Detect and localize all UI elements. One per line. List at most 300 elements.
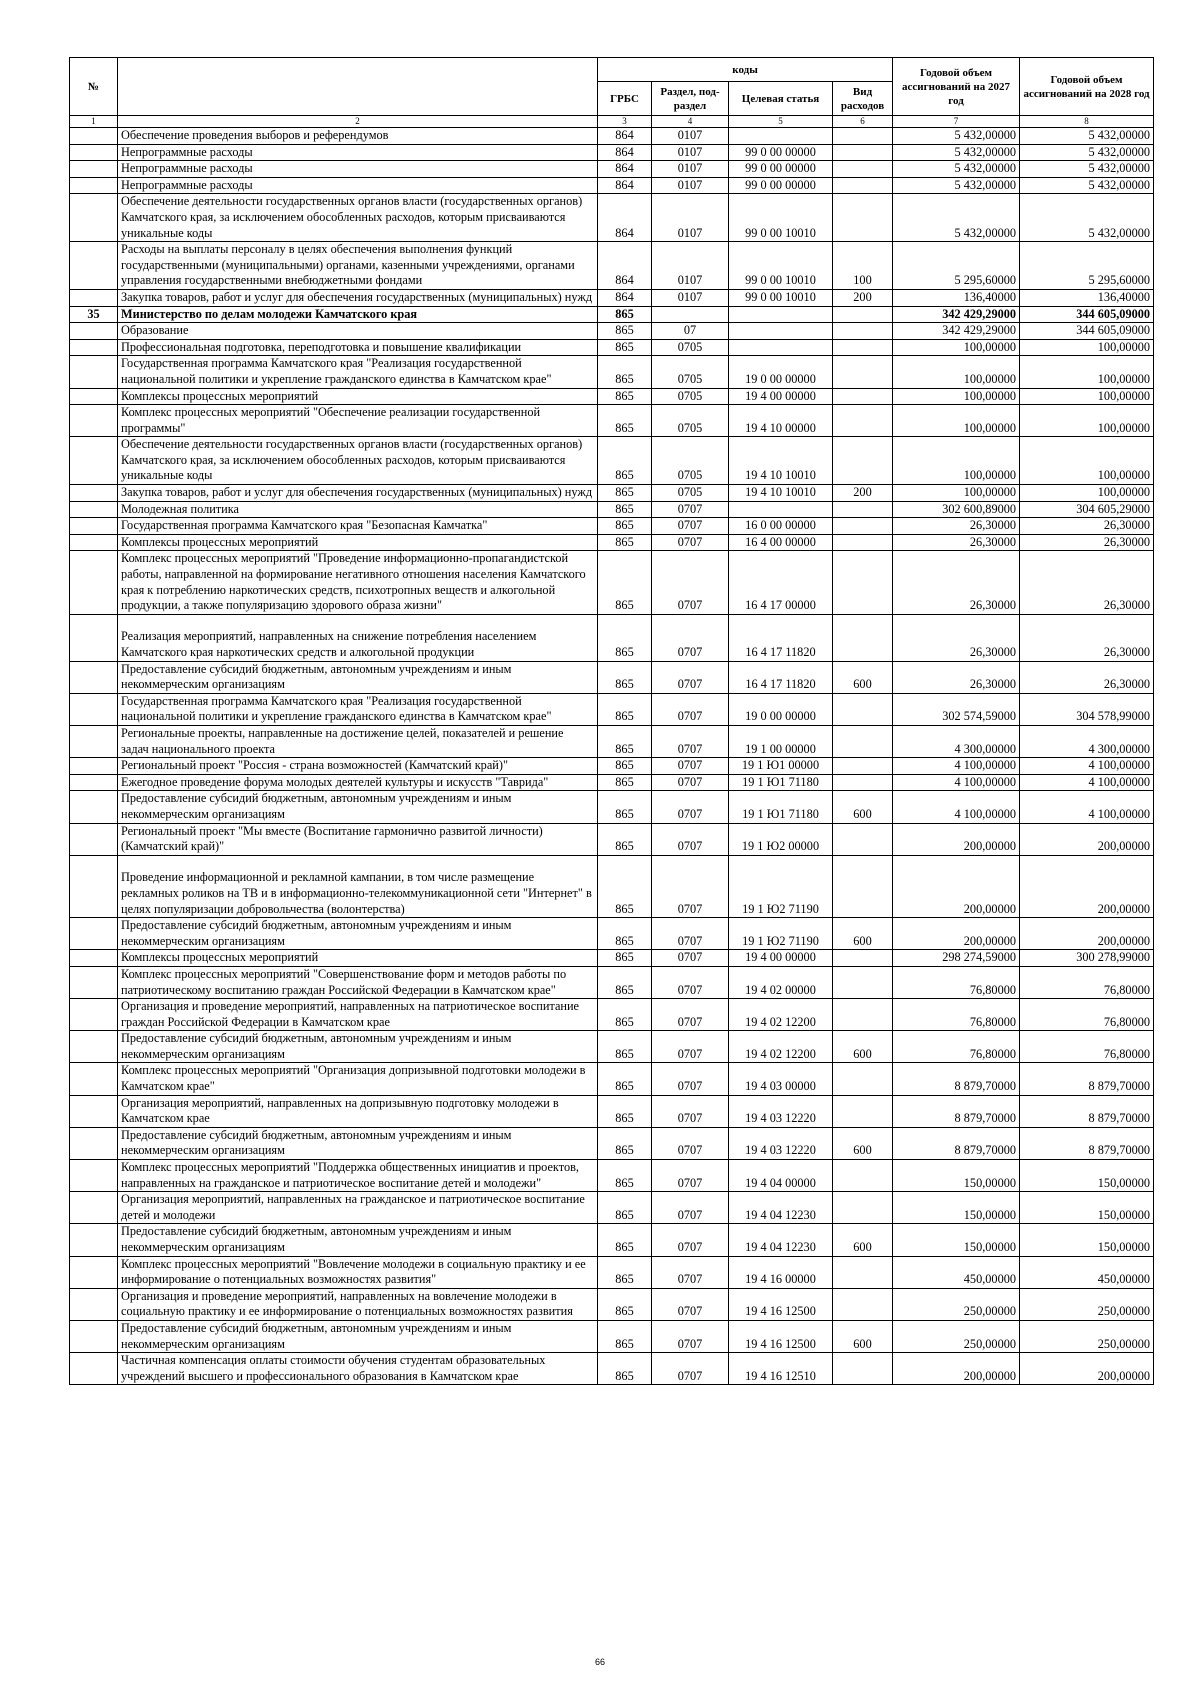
- row-razdel: 0707: [652, 918, 729, 950]
- row-grbs: 864: [598, 144, 652, 161]
- row-number: [70, 791, 118, 823]
- row-number: [70, 144, 118, 161]
- row-name: Региональный проект "Мы вместе (Воспитание гармонично развитой личности) (Камчатский край)": [118, 823, 598, 855]
- row-amount-2027: 26,30000: [893, 551, 1020, 614]
- row-celevaya: 19 1 Ю1 71180: [729, 791, 833, 823]
- row-name: Обеспечение деятельности государственных органов власти (государственных органов) Камчатского края, за исключением обособленных расходов, которым присваиваются уникальные коды: [118, 194, 598, 242]
- row-razdel: 0707: [652, 614, 729, 661]
- row-vid: 600: [833, 1320, 893, 1352]
- row-vid: [833, 437, 893, 485]
- row-celevaya: [729, 501, 833, 518]
- row-number: [70, 966, 118, 998]
- row-grbs: 865: [598, 614, 652, 661]
- row-number: [70, 485, 118, 502]
- header-year-2027: Годовой объем ассигнований на 2027 год: [893, 58, 1020, 116]
- row-razdel: 0707: [652, 501, 729, 518]
- table-row: [70, 999, 1154, 1031]
- table-row: [70, 339, 1154, 356]
- colnum-5: 5: [729, 116, 833, 128]
- table-row: [70, 918, 1154, 950]
- table-row: [70, 661, 1154, 693]
- row-grbs: 865: [598, 1256, 652, 1288]
- row-vid: [833, 356, 893, 388]
- row-amount-2028: 26,30000: [1020, 534, 1154, 551]
- row-amount-2027: 8 879,70000: [893, 1127, 1020, 1159]
- row-amount-2027: 76,80000: [893, 999, 1020, 1031]
- row-razdel: 0705: [652, 356, 729, 388]
- row-vid: 200: [833, 289, 893, 306]
- row-number: [70, 551, 118, 614]
- row-razdel: 0707: [652, 1288, 729, 1320]
- row-vid: [833, 725, 893, 757]
- row-celevaya: 16 4 00 00000: [729, 534, 833, 551]
- table-row: [70, 1192, 1154, 1224]
- colnum-1: 1: [70, 116, 118, 128]
- row-amount-2027: 100,00000: [893, 356, 1020, 388]
- row-vid: [833, 405, 893, 437]
- row-razdel: 0707: [652, 966, 729, 998]
- row-grbs: 865: [598, 950, 652, 967]
- row-amount-2028: 76,80000: [1020, 966, 1154, 998]
- row-number: [70, 289, 118, 306]
- row-amount-2027: 26,30000: [893, 518, 1020, 535]
- row-number: [70, 1353, 118, 1385]
- row-number: [70, 128, 118, 145]
- row-number: [70, 501, 118, 518]
- row-celevaya: 16 4 17 00000: [729, 551, 833, 614]
- row-amount-2027: 200,00000: [893, 855, 1020, 917]
- row-amount-2027: 342 429,29000: [893, 306, 1020, 323]
- row-amount-2028: 304 578,99000: [1020, 693, 1154, 725]
- row-amount-2028: 76,80000: [1020, 999, 1154, 1031]
- row-razdel: [652, 306, 729, 323]
- table-row: [70, 194, 1154, 242]
- row-name: Комплекс процессных мероприятий "Поддержка общественных инициатив и проектов, направленных на гражданское и патриотическое воспитание детей и молодежи": [118, 1160, 598, 1192]
- row-amount-2028: 26,30000: [1020, 614, 1154, 661]
- row-number: [70, 1127, 118, 1159]
- row-grbs: 865: [598, 518, 652, 535]
- row-amount-2027: 250,00000: [893, 1320, 1020, 1352]
- row-amount-2027: 100,00000: [893, 485, 1020, 502]
- row-number: [70, 339, 118, 356]
- table-row: [70, 1256, 1154, 1288]
- row-razdel: 0707: [652, 999, 729, 1031]
- row-amount-2028: 4 300,00000: [1020, 725, 1154, 757]
- row-name: Комплексы процессных мероприятий: [118, 388, 598, 405]
- row-razdel: 0707: [652, 534, 729, 551]
- row-celevaya: 19 1 Ю2 00000: [729, 823, 833, 855]
- row-razdel: 0707: [652, 1127, 729, 1159]
- row-celevaya: 16 4 17 11820: [729, 661, 833, 693]
- budget-table: [69, 57, 1154, 1385]
- colnum-7: 7: [893, 116, 1020, 128]
- row-name: Комплексы процессных мероприятий: [118, 950, 598, 967]
- row-name: Предоставление субсидий бюджетным, автономным учреждениям и иным некоммерческим организациям: [118, 1127, 598, 1159]
- row-razdel: 0107: [652, 242, 729, 290]
- row-vid: 100: [833, 242, 893, 290]
- row-celevaya: 16 4 17 11820: [729, 614, 833, 661]
- table-row: [70, 177, 1154, 194]
- row-vid: [833, 144, 893, 161]
- row-celevaya: 19 1 Ю2 71190: [729, 918, 833, 950]
- row-amount-2027: 302 574,59000: [893, 693, 1020, 725]
- row-amount-2027: 5 432,00000: [893, 144, 1020, 161]
- row-celevaya: 19 4 03 12220: [729, 1127, 833, 1159]
- row-celevaya: 19 4 16 00000: [729, 1256, 833, 1288]
- row-amount-2027: 4 100,00000: [893, 774, 1020, 791]
- row-vid: [833, 1353, 893, 1385]
- row-amount-2028: 76,80000: [1020, 1031, 1154, 1063]
- row-name: Государственная программа Камчатского края "Безопасная Камчатка": [118, 518, 598, 535]
- table-row: [70, 485, 1154, 502]
- row-name: Предоставление субсидий бюджетным, автономным учреждениям и иным некоммерческим организациям: [118, 1320, 598, 1352]
- row-razdel: 0707: [652, 1160, 729, 1192]
- row-number: [70, 999, 118, 1031]
- row-amount-2027: 4 100,00000: [893, 791, 1020, 823]
- row-amount-2028: 100,00000: [1020, 485, 1154, 502]
- row-vid: [833, 1192, 893, 1224]
- row-grbs: 865: [598, 1288, 652, 1320]
- row-amount-2028: 8 879,70000: [1020, 1095, 1154, 1127]
- row-number: [70, 323, 118, 340]
- row-amount-2028: 26,30000: [1020, 661, 1154, 693]
- row-number: [70, 823, 118, 855]
- row-razdel: 0107: [652, 289, 729, 306]
- row-razdel: 0707: [652, 551, 729, 614]
- row-amount-2028: 5 432,00000: [1020, 128, 1154, 145]
- row-vid: [833, 534, 893, 551]
- table-row: [70, 144, 1154, 161]
- colnum-8: 8: [1020, 116, 1154, 128]
- row-vid: [833, 614, 893, 661]
- table-row: [70, 966, 1154, 998]
- table-row: [70, 614, 1154, 661]
- row-name: Государственная программа Камчатского края "Реализация государственной национальной политики и укрепление гражданского единства в Камчатском крае": [118, 693, 598, 725]
- row-grbs: 865: [598, 855, 652, 917]
- row-celevaya: 19 4 03 12220: [729, 1095, 833, 1127]
- row-grbs: 865: [598, 437, 652, 485]
- row-celevaya: [729, 306, 833, 323]
- row-amount-2027: 100,00000: [893, 339, 1020, 356]
- colnum-2: 2: [118, 116, 598, 128]
- column-numbers-row: [70, 116, 1154, 128]
- row-amount-2028: 150,00000: [1020, 1160, 1154, 1192]
- row-grbs: 864: [598, 128, 652, 145]
- row-name: Непрограммные расходы: [118, 161, 598, 178]
- row-vid: [833, 823, 893, 855]
- row-amount-2027: 8 879,70000: [893, 1095, 1020, 1127]
- row-grbs: 865: [598, 1320, 652, 1352]
- row-vid: [833, 758, 893, 775]
- row-razdel: 0707: [652, 725, 729, 757]
- row-number: [70, 534, 118, 551]
- table-row: [70, 1288, 1154, 1320]
- row-razdel: 0707: [652, 823, 729, 855]
- row-amount-2027: 5 295,60000: [893, 242, 1020, 290]
- row-celevaya: 19 4 02 00000: [729, 966, 833, 998]
- table-row: [70, 356, 1154, 388]
- row-vid: [833, 128, 893, 145]
- row-number: [70, 1192, 118, 1224]
- row-razdel: 0707: [652, 950, 729, 967]
- row-razdel: 0107: [652, 177, 729, 194]
- row-grbs: 864: [598, 161, 652, 178]
- row-amount-2027: 100,00000: [893, 388, 1020, 405]
- row-razdel: 0707: [652, 791, 729, 823]
- row-razdel: 0707: [652, 1031, 729, 1063]
- row-celevaya: 19 0 00 00000: [729, 356, 833, 388]
- row-amount-2028: 8 879,70000: [1020, 1063, 1154, 1095]
- row-number: 35: [70, 306, 118, 323]
- row-razdel: 0707: [652, 1095, 729, 1127]
- row-grbs: 865: [598, 1095, 652, 1127]
- row-name: Организация мероприятий, направленных на допризывную подготовку молодежи в Камчатском крае: [118, 1095, 598, 1127]
- row-name: Государственная программа Камчатского края "Реализация государственной национальной политики и укрепление гражданского единства в Камчатском крае": [118, 356, 598, 388]
- row-razdel: 0107: [652, 144, 729, 161]
- row-amount-2027: 302 600,89000: [893, 501, 1020, 518]
- row-vid: [833, 1063, 893, 1095]
- row-vid: 200: [833, 485, 893, 502]
- table-row: [70, 534, 1154, 551]
- row-number: [70, 1224, 118, 1256]
- row-celevaya: 19 4 04 12230: [729, 1192, 833, 1224]
- row-name: Непрограммные расходы: [118, 144, 598, 161]
- row-name: Предоставление субсидий бюджетным, автономным учреждениям и иным некоммерческим организациям: [118, 1031, 598, 1063]
- row-celevaya: 99 0 00 10010: [729, 194, 833, 242]
- row-name: Закупка товаров, работ и услуг для обеспечения государственных (муниципальных) нужд: [118, 485, 598, 502]
- row-amount-2028: 344 605,09000: [1020, 323, 1154, 340]
- row-name: Министерство по делам молодежи Камчатского края: [118, 306, 598, 323]
- row-amount-2027: 450,00000: [893, 1256, 1020, 1288]
- row-razdel: 0107: [652, 194, 729, 242]
- budget-table-sheet: [69, 57, 1153, 1385]
- row-razdel: 0707: [652, 1192, 729, 1224]
- row-name: Предоставление субсидий бюджетным, автономным учреждениям и иным некоммерческим организациям: [118, 661, 598, 693]
- row-number: [70, 242, 118, 290]
- table-row: [70, 518, 1154, 535]
- row-celevaya: 19 4 02 12200: [729, 999, 833, 1031]
- row-grbs: 864: [598, 194, 652, 242]
- table-row: [70, 693, 1154, 725]
- row-vid: 600: [833, 661, 893, 693]
- row-name: Комплекс процессных мероприятий "Проведение информационно-пропагандистской работы, направленной на формирование негативного отношения населения Камчатского края к потреблению наркотических средств, психотропных веществ и алкогольной продукции, а также популяризацию здорового образа жизни": [118, 551, 598, 614]
- row-amount-2028: 200,00000: [1020, 918, 1154, 950]
- row-grbs: 864: [598, 177, 652, 194]
- row-number: [70, 725, 118, 757]
- row-vid: 600: [833, 1224, 893, 1256]
- table-row: [70, 405, 1154, 437]
- row-amount-2027: 5 432,00000: [893, 194, 1020, 242]
- table-row: [70, 1160, 1154, 1192]
- row-amount-2028: 5 432,00000: [1020, 177, 1154, 194]
- row-amount-2027: 342 429,29000: [893, 323, 1020, 340]
- row-amount-2028: 8 879,70000: [1020, 1127, 1154, 1159]
- row-amount-2028: 4 100,00000: [1020, 774, 1154, 791]
- row-number: [70, 693, 118, 725]
- row-number: [70, 356, 118, 388]
- table-row: [70, 161, 1154, 178]
- row-amount-2028: 136,40000: [1020, 289, 1154, 306]
- row-amount-2027: 200,00000: [893, 918, 1020, 950]
- row-razdel: 0707: [652, 1224, 729, 1256]
- row-grbs: 865: [598, 1127, 652, 1159]
- row-name: Расходы на выплаты персоналу в целях обеспечения выполнения функций государственными (муниципальными) органами, казенными учреждениями, органами управления государственными внебюджетными фондами: [118, 242, 598, 290]
- row-amount-2028: 5 295,60000: [1020, 242, 1154, 290]
- row-amount-2027: 136,40000: [893, 289, 1020, 306]
- row-amount-2027: 8 879,70000: [893, 1063, 1020, 1095]
- row-razdel: 0705: [652, 339, 729, 356]
- row-name: Организация и проведение мероприятий, направленных на вовлечение молодежи в социальную практику и ее информирование о потенциальных возможностях развития: [118, 1288, 598, 1320]
- row-razdel: 0107: [652, 128, 729, 145]
- row-name: Закупка товаров, работ и услуг для обеспечения государственных (муниципальных) нужд: [118, 289, 598, 306]
- row-number: [70, 1160, 118, 1192]
- row-amount-2028: 200,00000: [1020, 823, 1154, 855]
- row-grbs: 865: [598, 918, 652, 950]
- row-grbs: 865: [598, 356, 652, 388]
- row-amount-2027: 26,30000: [893, 614, 1020, 661]
- row-number: [70, 194, 118, 242]
- row-amount-2028: 200,00000: [1020, 855, 1154, 917]
- row-number: [70, 774, 118, 791]
- row-number: [70, 614, 118, 661]
- row-grbs: 864: [598, 242, 652, 290]
- row-amount-2028: 26,30000: [1020, 518, 1154, 535]
- row-number: [70, 1288, 118, 1320]
- row-razdel: 0705: [652, 485, 729, 502]
- row-razdel: 0705: [652, 388, 729, 405]
- row-vid: [833, 1095, 893, 1127]
- row-grbs: 865: [598, 323, 652, 340]
- row-razdel: 0707: [652, 693, 729, 725]
- row-celevaya: 19 1 Ю1 00000: [729, 758, 833, 775]
- table-row: [70, 388, 1154, 405]
- row-celevaya: 19 4 02 12200: [729, 1031, 833, 1063]
- row-grbs: 865: [598, 405, 652, 437]
- row-celevaya: 19 4 00 00000: [729, 388, 833, 405]
- row-celevaya: 19 4 10 00000: [729, 405, 833, 437]
- row-grbs: 865: [598, 1063, 652, 1095]
- row-number: [70, 918, 118, 950]
- row-amount-2027: 100,00000: [893, 437, 1020, 485]
- row-vid: [833, 1288, 893, 1320]
- row-amount-2027: 4 100,00000: [893, 758, 1020, 775]
- row-number: [70, 950, 118, 967]
- colnum-4: 4: [652, 116, 729, 128]
- row-name: Ежегодное проведение форума молодых деятелей культуры и искусств "Таврида": [118, 774, 598, 791]
- header-num: №: [70, 58, 118, 116]
- row-amount-2028: 100,00000: [1020, 437, 1154, 485]
- row-grbs: 865: [598, 966, 652, 998]
- row-vid: [833, 194, 893, 242]
- row-celevaya: 19 1 Ю1 71180: [729, 774, 833, 791]
- row-vid: [833, 1160, 893, 1192]
- row-grbs: 865: [598, 693, 652, 725]
- row-amount-2028: 304 605,29000: [1020, 501, 1154, 518]
- header-grbs: ГРБС: [598, 82, 652, 116]
- row-name: Предоставление субсидий бюджетным, автономным учреждениям и иным некоммерческим организациям: [118, 918, 598, 950]
- row-celevaya: 19 4 03 00000: [729, 1063, 833, 1095]
- row-number: [70, 758, 118, 775]
- row-amount-2028: 150,00000: [1020, 1224, 1154, 1256]
- table-row: [70, 437, 1154, 485]
- row-celevaya: 19 4 10 10010: [729, 437, 833, 485]
- row-grbs: 865: [598, 1192, 652, 1224]
- row-amount-2027: 150,00000: [893, 1160, 1020, 1192]
- row-number: [70, 161, 118, 178]
- row-amount-2028: 450,00000: [1020, 1256, 1154, 1288]
- row-grbs: 865: [598, 1353, 652, 1385]
- row-amount-2028: 4 100,00000: [1020, 758, 1154, 775]
- page-number: 66: [594, 1657, 605, 1667]
- row-celevaya: 99 0 00 00000: [729, 177, 833, 194]
- row-name: Предоставление субсидий бюджетным, автономным учреждениям и иным некоммерческим организациям: [118, 791, 598, 823]
- row-amount-2027: 4 300,00000: [893, 725, 1020, 757]
- row-celevaya: 16 0 00 00000: [729, 518, 833, 535]
- row-name: Предоставление субсидий бюджетным, автономным учреждениям и иным некоммерческим организациям: [118, 1224, 598, 1256]
- row-name: Реализация мероприятий, направленных на снижение потребления населением Камчатского края наркотических средств и алкогольной продукции: [118, 614, 598, 661]
- row-celevaya: 19 0 00 00000: [729, 693, 833, 725]
- row-grbs: 865: [598, 791, 652, 823]
- row-name: Комплекс процессных мероприятий "Обеспечение реализации государственной программы": [118, 405, 598, 437]
- row-vid: [833, 306, 893, 323]
- row-celevaya: 19 4 04 12230: [729, 1224, 833, 1256]
- colnum-6: 6: [833, 116, 893, 128]
- row-amount-2028: 100,00000: [1020, 339, 1154, 356]
- row-grbs: 865: [598, 388, 652, 405]
- row-name: Молодежная политика: [118, 501, 598, 518]
- row-amount-2028: 5 432,00000: [1020, 161, 1154, 178]
- row-vid: 600: [833, 918, 893, 950]
- header-name: [118, 58, 598, 116]
- row-celevaya: 19 4 00 00000: [729, 950, 833, 967]
- row-amount-2028: 344 605,09000: [1020, 306, 1154, 323]
- row-name: Комплекс процессных мероприятий "Организация допризывной подготовки молодежи в Камчатском крае": [118, 1063, 598, 1095]
- row-name: Образование: [118, 323, 598, 340]
- table-row: [70, 128, 1154, 145]
- row-number: [70, 1256, 118, 1288]
- row-number: [70, 1063, 118, 1095]
- table-row: [70, 774, 1154, 791]
- row-razdel: 07: [652, 323, 729, 340]
- row-name: Комплекс процессных мероприятий "Вовлечение молодежи в социальную практику и ее информирование о потенциальных возможностях развития": [118, 1256, 598, 1288]
- row-celevaya: 19 4 04 00000: [729, 1160, 833, 1192]
- row-grbs: 865: [598, 551, 652, 614]
- row-amount-2027: 5 432,00000: [893, 177, 1020, 194]
- row-name: Региональный проект "Россия - страна возможностей (Камчатский край)": [118, 758, 598, 775]
- row-celevaya: 99 0 00 10010: [729, 289, 833, 306]
- row-amount-2028: 26,30000: [1020, 551, 1154, 614]
- row-razdel: 0707: [652, 758, 729, 775]
- row-grbs: 865: [598, 534, 652, 551]
- table-row: [70, 950, 1154, 967]
- row-amount-2027: 250,00000: [893, 1288, 1020, 1320]
- row-amount-2027: 26,30000: [893, 534, 1020, 551]
- table-row: [70, 791, 1154, 823]
- table-row: [70, 823, 1154, 855]
- table-row: [70, 242, 1154, 290]
- header-vid: Вид расходов: [833, 82, 893, 116]
- row-amount-2028: 4 100,00000: [1020, 791, 1154, 823]
- row-grbs: 865: [598, 774, 652, 791]
- row-amount-2027: 76,80000: [893, 966, 1020, 998]
- header-year-2028: Годовой объем ассигнований на 2028 год: [1020, 58, 1154, 116]
- row-amount-2028: 5 432,00000: [1020, 144, 1154, 161]
- row-celevaya: 99 0 00 00000: [729, 144, 833, 161]
- row-amount-2027: 150,00000: [893, 1224, 1020, 1256]
- row-amount-2027: 200,00000: [893, 823, 1020, 855]
- row-grbs: 865: [598, 306, 652, 323]
- row-vid: [833, 999, 893, 1031]
